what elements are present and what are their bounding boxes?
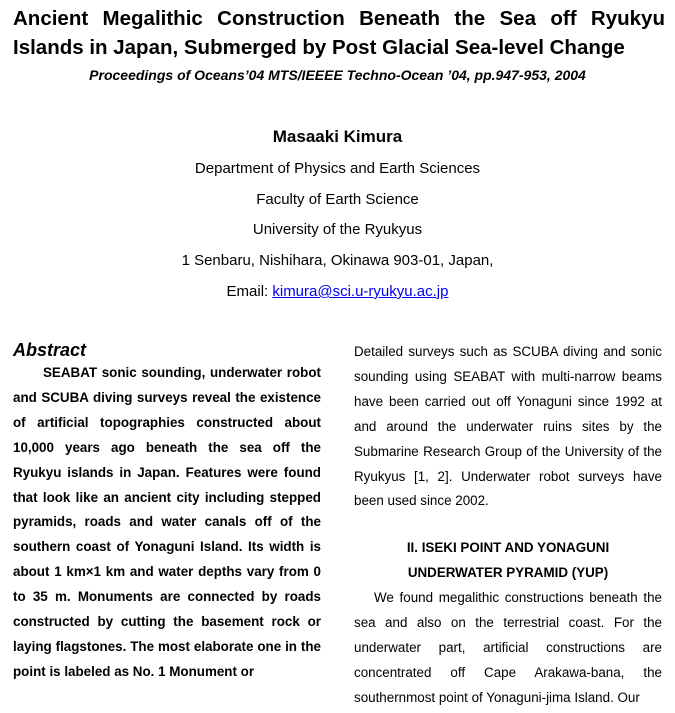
paper-title — [13, 4, 665, 62]
section-heading-line-2: UNDERWATER PYRAMID (YUP) — [407, 565, 609, 581]
section-heading — [354, 536, 662, 586]
affiliation-department: Department of Physics and Earth Sciences — [194, 160, 481, 177]
section-paragraph: We found megalithic constructions beneath the sea and also on the terrestrial coast. For the underwater part, artificial constructions are concentrated off Cape Arakawa-bana, the southernmost point of Yonaguni-jima Island. Our — [354, 590, 662, 705]
proceedings-citation: Proceedings of Oceans’04 MTS/IEEEE Techno-Ocean ’04, pp.947-953, 2004 — [89, 67, 586, 83]
email-label: Email: — [226, 283, 273, 300]
intro-paragraph: Detailed surveys such as SCUBA diving and sonic sounding using SEABAT with multi-narrow beams have been carried out off Yonaguni since 1992 at and around the underwater ruins sites by the Submarine Research Group of the University of the Ryukyus [1, 2]. Underwater robot surveys have been used since 2002. — [354, 344, 662, 509]
paper-title-line-2: Islands in Japan, Submerged by Post Glacial Sea-level Change — [13, 36, 625, 59]
abstract-heading: Abstract — [13, 340, 87, 360]
abstract-text: SEABAT sonic sounding, underwater robot and SCUBA diving surveys reveal the existence of artificial topographies constructed about 10,000 years ago beneath the sea off the Ryukyu islands in Japan. Features were found that look like an ancient city including stepped pyramids, roads and water canals off of the southern coast of Yonaguni Island. Its width is about 1 km×1 km and water depths vary from 0 to 35 m. Monuments are connected by roads constructed by cutting the basement rock or laying flagstones. The most elaborate one in the point is labeled as No. 1 Monument or — [13, 365, 321, 679]
affiliation-university: University of the Ryukyus — [252, 221, 423, 238]
author-name: Masaaki Kimura — [272, 127, 403, 146]
section-heading-line-1: II. ISEKI POINT AND YONAGUNI — [406, 540, 610, 556]
affiliation-address: 1 Senbaru, Nishihara, Okinawa 903-01, Japan, — [181, 252, 494, 269]
email-row — [0, 283, 675, 300]
paper-title-line-1: Ancient Megalithic Construction Beneath the Sea off Ryukyu — [13, 7, 665, 30]
right-column — [354, 340, 662, 711]
affiliation-faculty: Faculty of Earth Science — [256, 191, 419, 208]
left-column — [13, 339, 321, 685]
email-link[interactable]: kimura@sci.u-ryukyu.ac.jp — [272, 283, 449, 300]
